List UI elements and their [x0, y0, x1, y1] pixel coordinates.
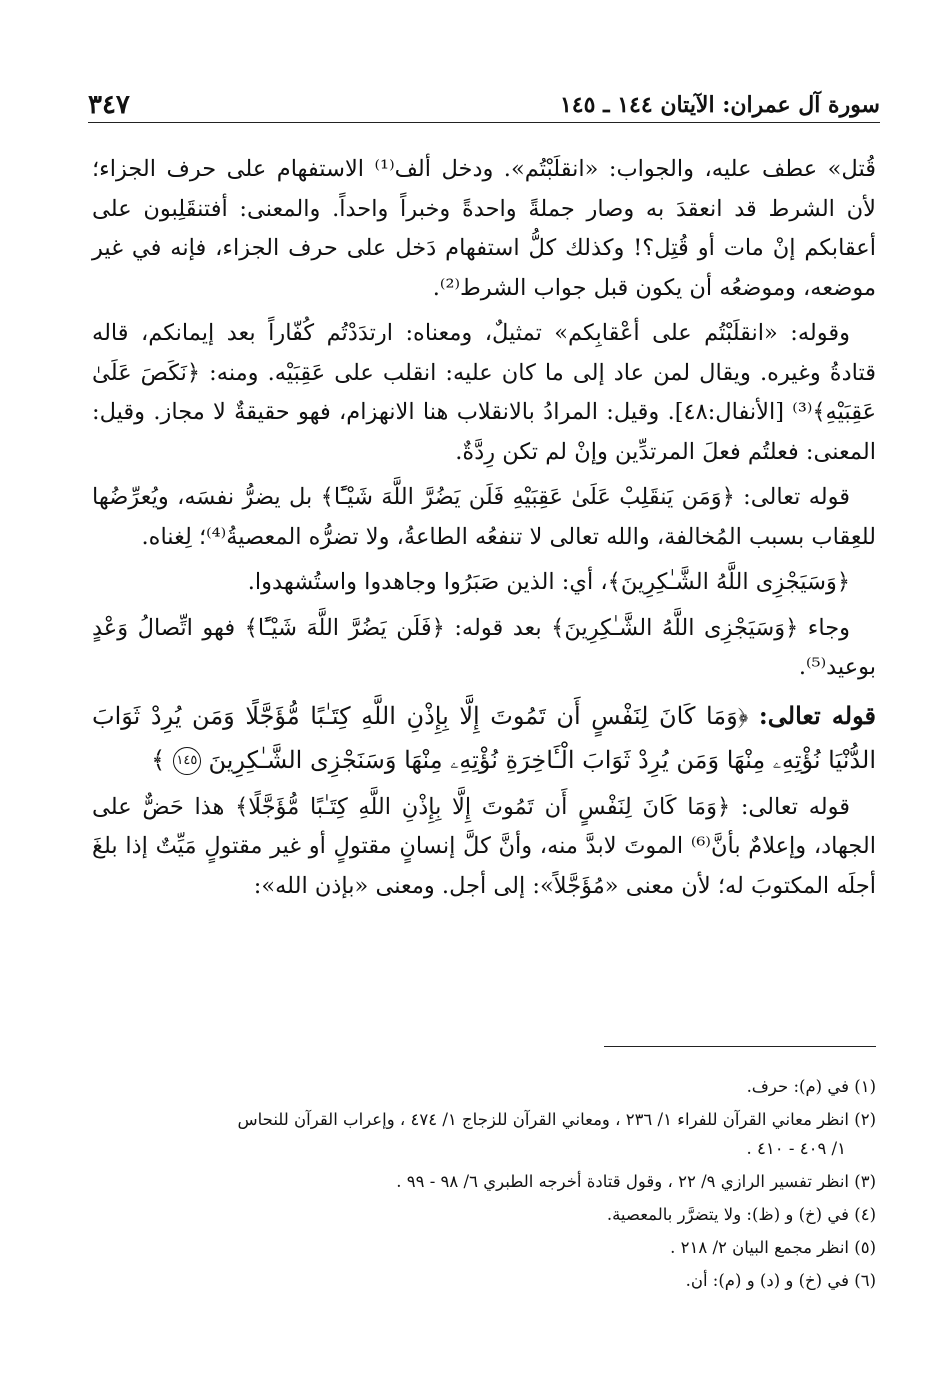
commentary-paragraph: قوله تعالى: ﴿وَمَا كَانَ لِنَفْسٍ أَن تَمُوتَ إِلَّا بِإِذْنِ اللَّهِ كِتَـٰبًا مُّؤَجَّلًا﴾ هذا حَضٌّ على الجهاد، وإعلامٌ بأنَّ⁽⁶⁾ الموتَ لابدَّ منه، وأنَّ كلَّ إنسانٍ مقتولٍ أو غير مقتولٍ مَيِّتٌ إذا بلغَ أجلَه المكتوبَ له؛ لأن معنى «مُؤَجَّلاً»: إلى أجل. ومعنى «بإذن الله»: [92, 793, 876, 899]
footnote-label: (٢) [854, 1110, 876, 1129]
verse-text: ﴿وَمَا كَانَ لِنَفْسٍ أَن تَمُوتَ إِلَّا بِإِذْنِ اللَّهِ كِتَـٰبًا مُّؤَجَّلًا وَمَن يُرِدْ ثَوَابَ الدُّنْيَا نُؤْتِهِۦ مِنْهَا وَمَن يُرِدْ ثَوَابَ الْـَٔاخِرَةِ نُؤْتِهِۦ مِنْهَا وَسَنَجْزِى الشَّـٰكِرِينَ [92, 701, 876, 774]
footnote-text: في (خ) و (ظ): ولا يتضرَّر بالمعصية. [606, 1205, 849, 1224]
running-header [88, 82, 880, 123]
footnote-text: انظر مجمع البيان ٢/ ٢١٨ . [670, 1238, 849, 1257]
footnote-label: (٥) [854, 1238, 876, 1257]
footnotes [92, 1072, 876, 1299]
verse-close-bracket: ﴾ [151, 745, 166, 774]
page-number: ٣٤٧ [88, 90, 130, 120]
footnote-text: انظر معاني القرآن للفراء ١/ ٢٣٦ ، ومعاني القرآن للزجاج ١/ ٤٧٤ ، وإعراب القرآن للنحاس [237, 1110, 849, 1129]
surah-title: سورة آل عمران: الآيتان ١٤٤ ـ ١٤٥ [559, 92, 880, 118]
footnote-continuation: ١/ ٤٠٩ - ٤١٠ . [746, 1139, 846, 1158]
footnote [92, 1266, 876, 1295]
footnote-text: انظر تفسير الرازي ٩/ ٢٢ ، وقول قتادة أخرجه الطبري ٦/ ٩٨ - ٩٩ . [396, 1172, 849, 1191]
footnote [92, 1072, 876, 1101]
verse-lead: قوله تعالى: [758, 700, 876, 730]
main-text [92, 150, 876, 906]
paragraph: وقوله: «انقلَبْتُم على أعْقابِكم» تمثيلٌ، ومعناه: ارتدَدْتُم كُفّاراً بعد إيمانكم، قاله قتادةُ وغيره. ويقال لمن عاد إلى ما كان عليه: انقلب على عَقِبَيْه. ومنه: ﴿نَكَصَ عَلَىٰ عَقِبَيْهِ﴾⁽³⁾ [الأنفال:٤٨]. وقيل: المرادُ بالانقلاب هنا الانهزام، فهو حقيقةٌ لا مجاز. وقيل: المعنى: فعلتُم فعلَ المرتدِّين وإنْ لم تكن رِدَّةٌ. [92, 320, 877, 465]
footnote-label: (٤) [854, 1205, 876, 1224]
ayah-number-marker: ١٤٥ [173, 747, 201, 775]
footnote [92, 1233, 876, 1262]
paragraph: قُتل» عطف عليه، والجواب: «انقلَبْتُم». ودخل ألف⁽¹⁾ الاستفهام على حرف الجزاء؛ لأن الشرط قد انعقدَ به وصار جملةً واحدةً وخبراً واحداً. والمعنى: أفتنقَلِبون على أعقابكم إنْ مات أو قُتِل؟! وكذلك كلُّ استفهام دَخل على حرف الجزاء، فإنه في غير موضعه، وموضعُه أن يكون قبل جواب الشرط⁽²⁾. [92, 156, 876, 301]
paragraph: ﴿وَسَيَجْزِى اللَّهُ الشَّـٰكِرِينَ﴾، أي: الذين صَبَرُوا وجاهدوا واستُشهدوا. [247, 569, 850, 595]
footnote [92, 1167, 876, 1196]
footnote-label: (٦) [854, 1271, 876, 1290]
footnote [92, 1200, 876, 1229]
quran-verse [92, 694, 876, 782]
footnote-text: في (خ) و (د) و (م): أن. [685, 1271, 849, 1290]
paragraph: قوله تعالى: ﴿وَمَن يَنقَلِبْ عَلَىٰ عَقِبَيْهِ فَلَن يَضُرَّ اللَّهَ شَيْـًٔا﴾ بل يضرُّ نفسَه، ويُعرِّضُها للعِقاب بسبب المُخالفة، والله تعالى لا تنفعُه الطاعةُ، ولا تضرُّه المعصيةُ⁽⁴⁾؛ لِغناه. [92, 484, 876, 550]
footnote-label: (٣) [854, 1172, 876, 1191]
footnote-text: في (م): حرف. [746, 1077, 849, 1096]
footnote-separator [604, 1046, 876, 1047]
footnote-label: (١) [854, 1077, 876, 1096]
footnote [92, 1105, 876, 1163]
paragraph: وجاء ﴿وَسَيَجْزِى اللَّهُ الشَّـٰكِرِينَ﴾ بعد قوله: ﴿فَلَن يَضُرَّ اللَّهَ شَيْـًٔا﴾ فهو اتِّصالُ وَعْدٍ بوعيد⁽⁵⁾. [92, 614, 876, 680]
